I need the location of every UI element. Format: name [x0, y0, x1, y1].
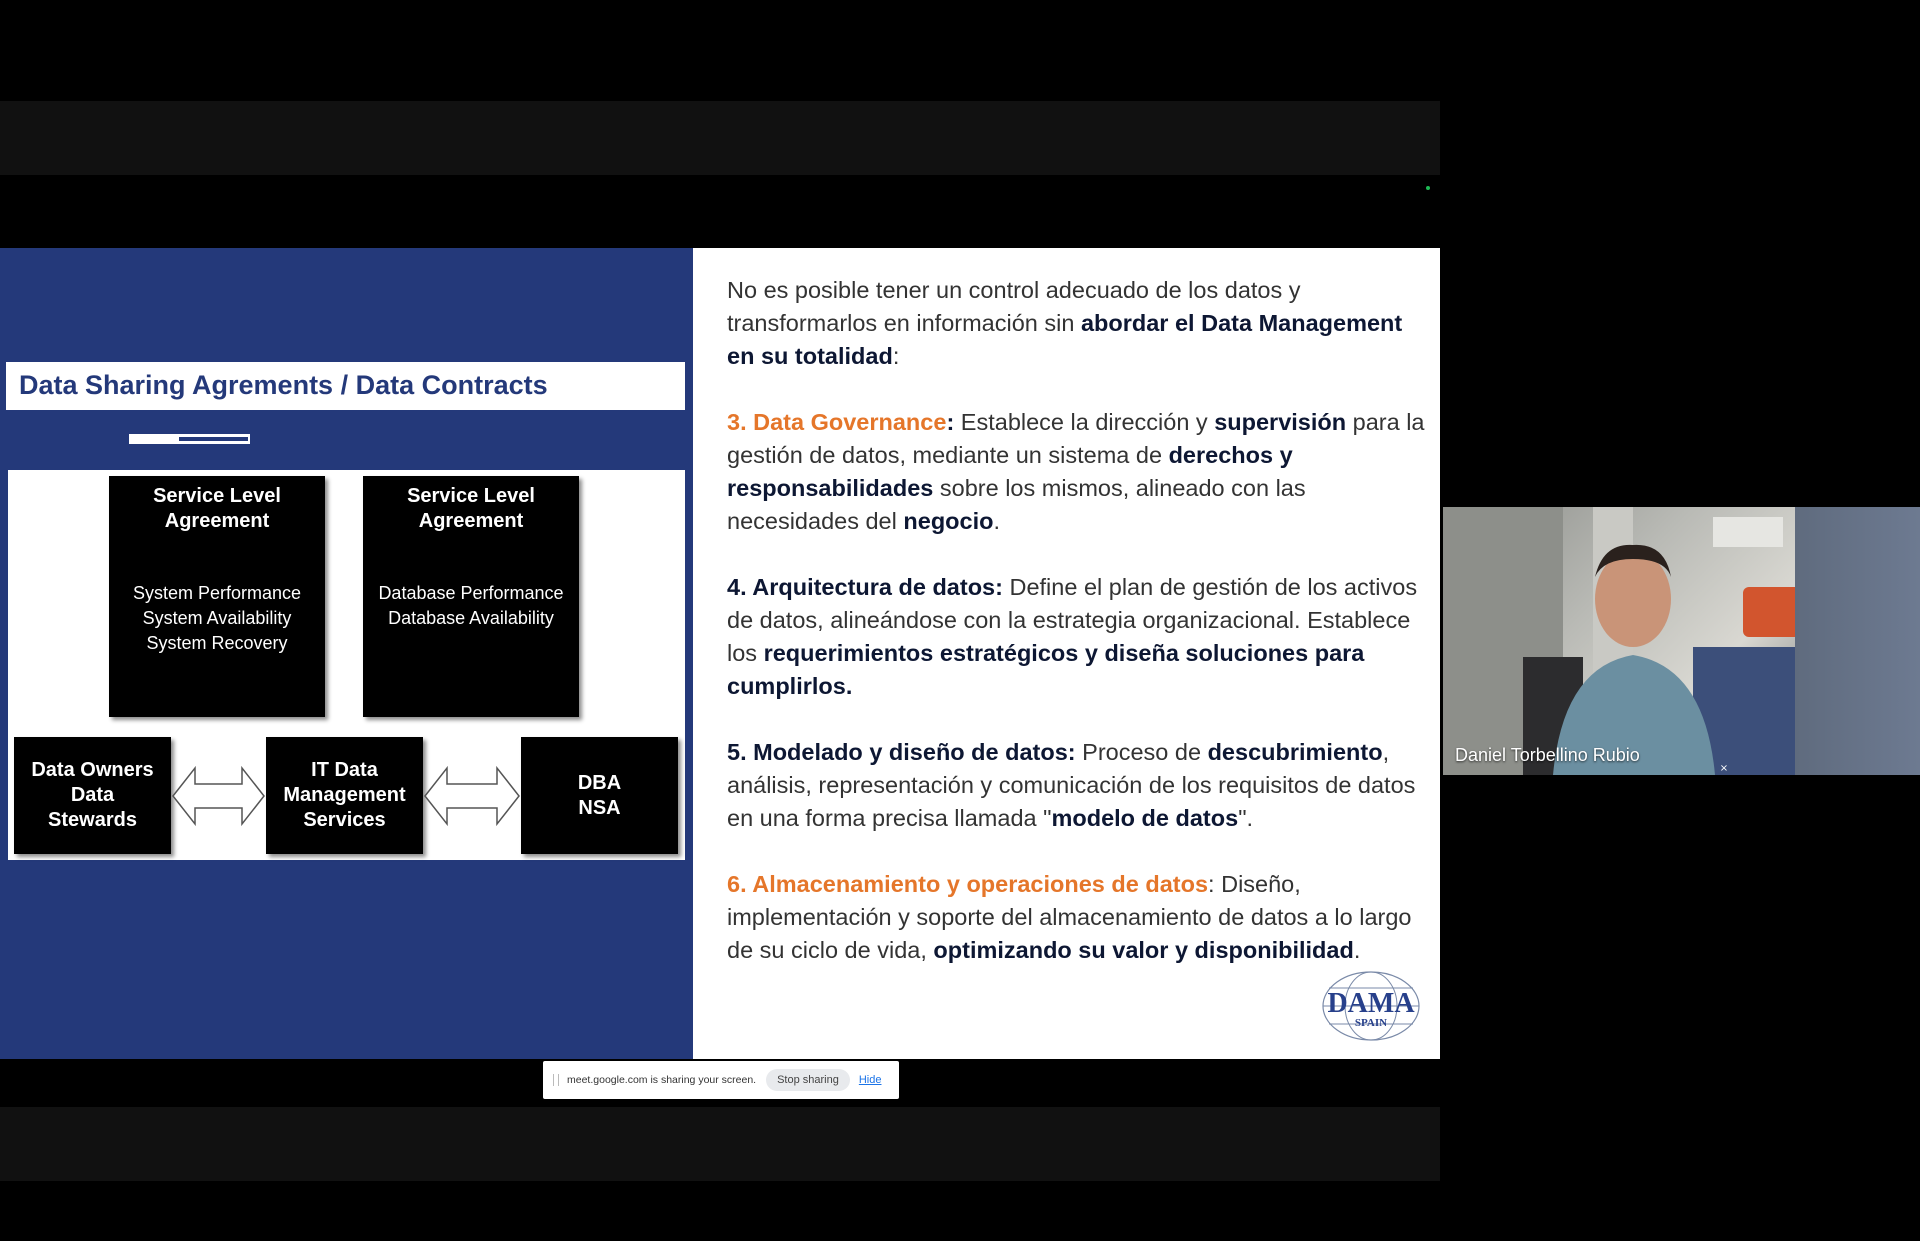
hide-link[interactable]: Hide [858, 1074, 882, 1086]
data-architecture-paragraph: 4. Arquitectura de datos: Define el plan de gestión de los activos de datos, alineándose con la estrategia organizacional. Establece los requerimientos estratégicos y diseña soluciones para cumplirlos. [727, 574, 1418, 699]
data-storage-paragraph: 6. Almacenamiento y operaciones de datos: Diseño, implementación y soporte del almacenamiento de datos a lo largo de su ciclo de vida, optimizando su valor y disponibilidad. [727, 871, 1412, 963]
screen-share-bar [543, 1061, 899, 1099]
dama-spain-logo [1315, 970, 1427, 1042]
sla-box-database [363, 476, 579, 717]
sla-items: Database Performance Database Availability [378, 583, 564, 628]
diagram [8, 470, 685, 860]
sharing-status-text: meet.google.com is sharing your screen. [567, 1074, 757, 1086]
sla-heading: Service Level Agreement [407, 485, 535, 532]
participant-video-feed [1443, 507, 1795, 775]
close-icon[interactable]: × [1719, 763, 1729, 774]
shared-slide [0, 248, 1440, 1059]
sla-items: System Performance System Availability System Recovery [132, 583, 302, 653]
double-arrow-icon [171, 764, 266, 828]
sla-box-system [109, 476, 325, 717]
slide-title: Data Sharing Agrements / Data Contracts [19, 370, 548, 400]
slide-left-panel [0, 248, 693, 1059]
double-arrow-icon [423, 764, 521, 828]
background-video-panel [1795, 507, 1920, 775]
slide-right-panel [693, 248, 1440, 1059]
slide-progress-bar [129, 434, 250, 444]
progress-fill [131, 437, 179, 441]
it-data-management-box: IT Data Management Services [266, 737, 423, 854]
svg-text:SPAIN: SPAIN [1354, 1017, 1388, 1029]
drag-handle-icon[interactable] [553, 1074, 559, 1086]
intro-paragraph: No es posible tener un control adecuado de los datos y transformarlos en información sin abordar el Data Management en su totalidad: [727, 277, 1403, 369]
data-modeling-paragraph: 5. Modelado y diseño de datos: Proceso de descubrimiento, análisis, representación y comunicación de los requisitos de datos en una forma precisa llamada "modelo de datos". [727, 739, 1416, 831]
dba-nsa-box: DBA NSA [521, 737, 678, 854]
stop-sharing-button[interactable]: Stop sharing [766, 1069, 850, 1091]
data-owners-box: Data Owners Data Stewards [14, 737, 171, 854]
participant-name: Daniel Torbellino Rubio [1455, 745, 1640, 765]
status-dot [1426, 186, 1430, 190]
data-governance-paragraph: 3. Data Governance: Establece la dirección y supervisión para la gestión de datos, mediante un sistema de derechos y responsabilidades sobre los mismos, alineado con las necesidades del negocio. [727, 409, 1425, 534]
participant-video-tile[interactable] [1443, 507, 1795, 775]
svg-text:DAMA: DAMA [1327, 988, 1415, 1019]
top-band [0, 101, 1440, 175]
sla-heading: Service Level Agreement [153, 485, 281, 532]
bottom-band [0, 1107, 1440, 1181]
slide-title-box [6, 362, 685, 410]
